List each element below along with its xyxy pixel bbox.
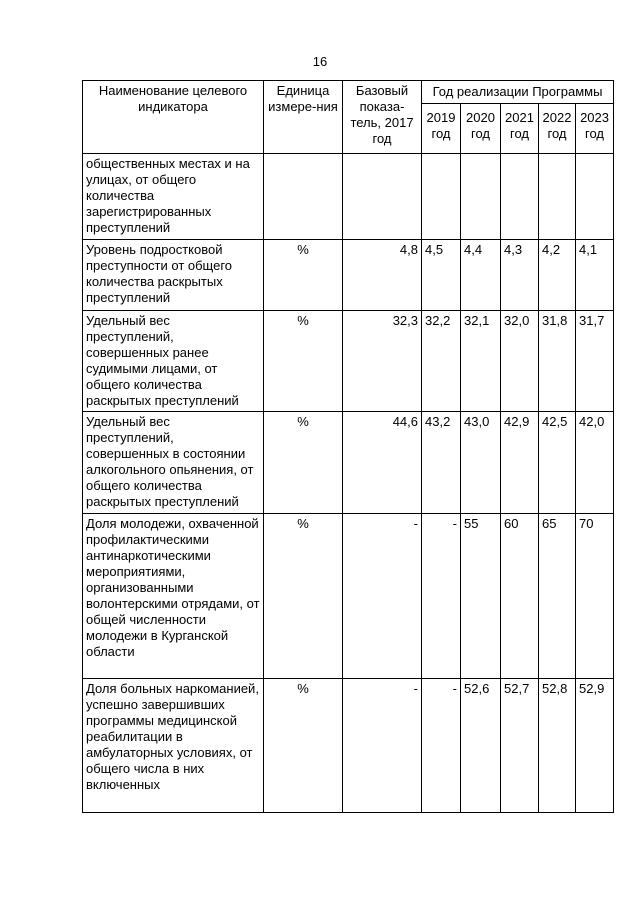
indicator-value: [501, 154, 539, 240]
indicator-value: [576, 154, 614, 240]
indicator-value: 52,7: [501, 679, 539, 813]
indicator-value: [539, 154, 576, 240]
header-year: 2020 год: [461, 104, 501, 154]
header-years-group: Год реализации Программы: [422, 81, 614, 104]
table-row: [83, 311, 614, 412]
indicator-base: 32,3: [343, 311, 422, 412]
indicator-base: [343, 154, 422, 240]
indicator-value: 43,0: [461, 412, 501, 514]
indicator-value: [422, 154, 461, 240]
indicator-value: 32,1: [461, 311, 501, 412]
indicator-unit: %: [264, 412, 343, 514]
indicator-unit: %: [264, 679, 343, 813]
page-number: 16: [312, 54, 328, 69]
table-row: [83, 679, 614, 813]
header-year: 2019 год: [422, 104, 461, 154]
indicator-name: Удельный вес преступлений, совершенных ранее судимыми лицами, от общего количества раскрытых преступлений: [83, 311, 264, 412]
indicator-value: 42,9: [501, 412, 539, 514]
indicator-unit: %: [264, 240, 343, 311]
indicator-value: 42,5: [539, 412, 576, 514]
indicator-value: 4,4: [461, 240, 501, 311]
indicator-value: 43,2: [422, 412, 461, 514]
header-unit: Единица измере-ния: [264, 81, 343, 154]
indicator-value: 31,8: [539, 311, 576, 412]
header-year: 2023 год: [576, 104, 614, 154]
indicator-base: -: [343, 514, 422, 679]
table-row: [83, 514, 614, 679]
indicator-value: -: [422, 514, 461, 679]
indicator-value: [461, 154, 501, 240]
indicator-value: 4,1: [576, 240, 614, 311]
indicator-base: 4,8: [343, 240, 422, 311]
indicator-value: 31,7: [576, 311, 614, 412]
indicator-value: 70: [576, 514, 614, 679]
indicator-name: Удельный вес преступлений, совершенных в состоянии алкогольного опьянения, от общего количества раскрытых преступлений: [83, 412, 264, 514]
indicator-value: -: [422, 679, 461, 813]
indicator-value: 32,2: [422, 311, 461, 412]
indicator-name: Доля больных наркоманией, успешно завершивших программы медицинской реабилитации в амбулаторных условиях, от общего числа в них включенных: [83, 679, 264, 813]
indicator-value: 52,9: [576, 679, 614, 813]
indicators-table: [82, 80, 614, 813]
table-row: [83, 412, 614, 514]
indicator-name: общественных местах и на улицах, от общего количества зарегистрированных преступлений: [83, 154, 264, 240]
indicator-value: 4,3: [501, 240, 539, 311]
indicator-base: 44,6: [343, 412, 422, 514]
header-year: 2022 год: [539, 104, 576, 154]
indicator-value: 4,5: [422, 240, 461, 311]
header-year: 2021 год: [501, 104, 539, 154]
indicator-value: 42,0: [576, 412, 614, 514]
indicator-value: 55: [461, 514, 501, 679]
indicator-name: Уровень подростковой преступности от общего количества раскрытых преступлений: [83, 240, 264, 311]
indicator-value: 60: [501, 514, 539, 679]
table-row: [83, 154, 614, 240]
indicator-unit: %: [264, 311, 343, 412]
indicator-unit: %: [264, 514, 343, 679]
table-row: [83, 240, 614, 311]
indicator-name: Доля молодежи, охваченной профилактическими антинаркотическими мероприятиями, организованными волонтерскими отрядами, от общей численности молодежи в Курганской области: [83, 514, 264, 679]
header-base: Базовый показа-тель, 2017 год: [343, 81, 422, 154]
indicator-value: 65: [539, 514, 576, 679]
indicator-value: 32,0: [501, 311, 539, 412]
indicator-value: 52,6: [461, 679, 501, 813]
indicator-value: 52,8: [539, 679, 576, 813]
header-name: Наименование целевого индикатора: [83, 81, 264, 154]
indicator-unit: [264, 154, 343, 240]
indicator-value: 4,2: [539, 240, 576, 311]
indicator-base: -: [343, 679, 422, 813]
